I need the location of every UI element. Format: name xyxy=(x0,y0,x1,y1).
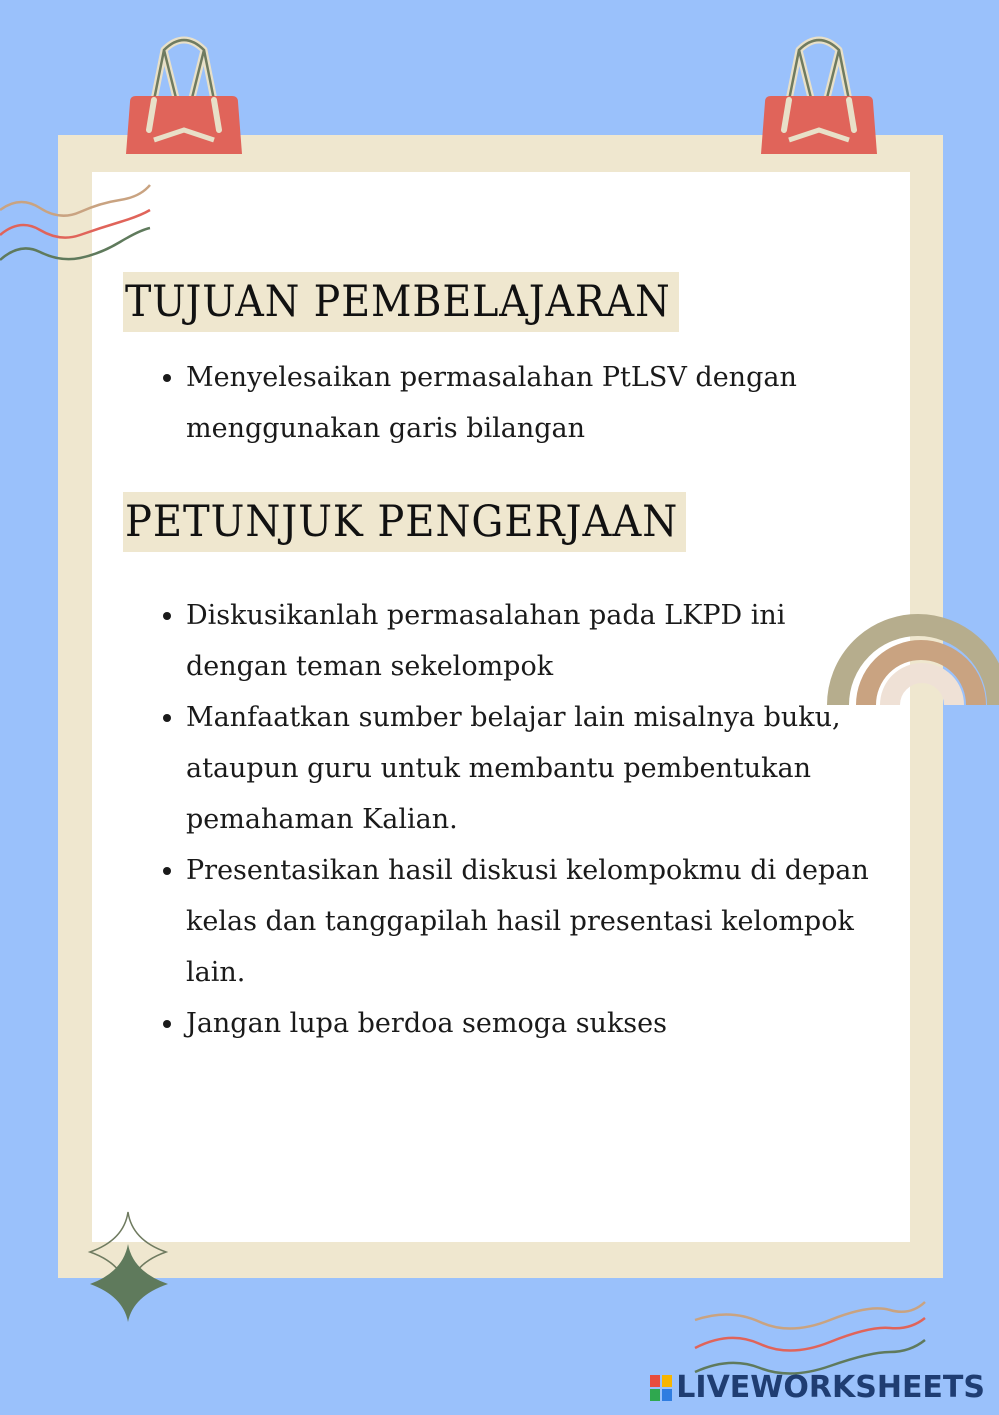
sparkle-star-icon xyxy=(86,1210,172,1326)
binder-clip-icon xyxy=(124,30,244,158)
learning-objectives-heading: TUJUAN PEMBELAJARAN xyxy=(123,272,679,332)
binder-clip-icon xyxy=(759,30,879,158)
instructions-heading: PETUNJUK PENGERJAAN xyxy=(123,492,686,552)
wavy-lines-icon xyxy=(0,180,160,270)
liveworksheets-logo xyxy=(650,1370,985,1405)
learning-objectives-list xyxy=(150,352,836,454)
list-item: • Jangan lupa berdoa semoga sukses xyxy=(186,998,876,1049)
brand-label: LIVEWORKSHEETS xyxy=(676,1370,985,1405)
list-item: • Menyelesaikan permasalahan PtLSV dengan menggunakan garis bilangan xyxy=(186,352,836,454)
liveworksheets-logo-icon xyxy=(650,1375,672,1401)
list-item: • Diskusikanlah permasalahan pada LKPD ini dengan teman sekelompok xyxy=(186,590,876,692)
list-item: • Manfaatkan sumber belajar lain misalnya buku, ataupun guru untuk membantu pembentukan pemahaman Kalian. xyxy=(186,692,876,845)
instructions-list xyxy=(150,590,876,1049)
list-item: • Presentasikan hasil diskusi kelompokmu di depan kelas dan tanggapilah hasil presentasi kelompok lain. xyxy=(186,845,876,998)
